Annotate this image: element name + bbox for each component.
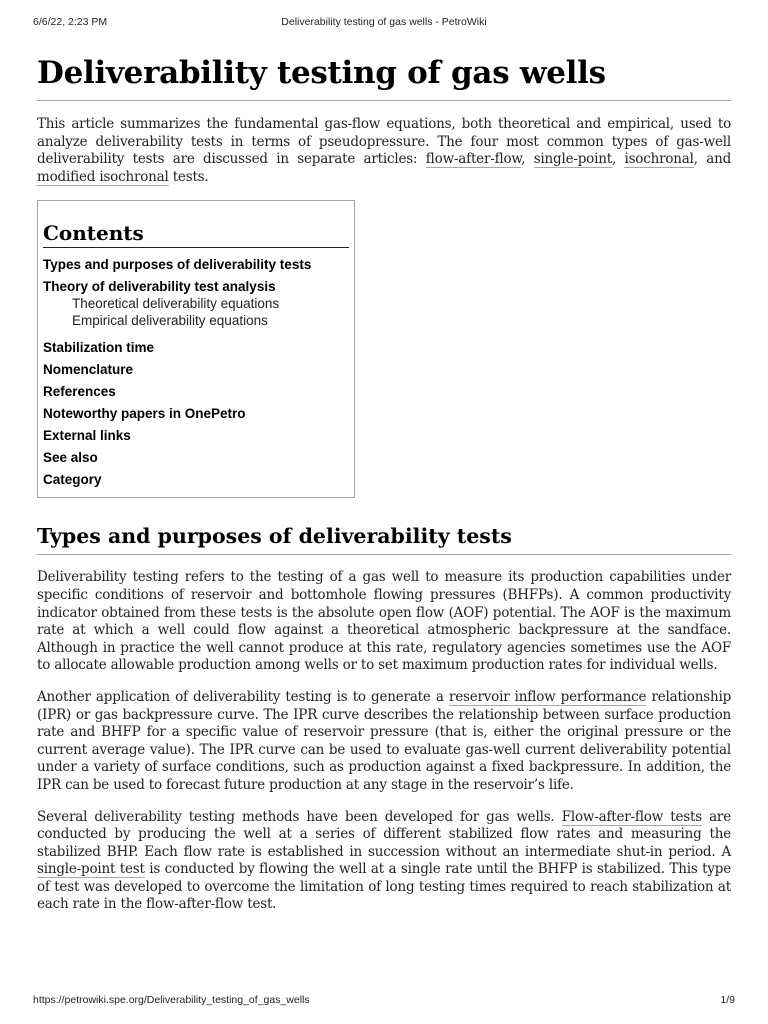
link-single-point[interactable]: single-point [533, 151, 612, 168]
link-modified-isochronal[interactable]: modified isochronal [37, 168, 169, 185]
print-page-number: 1/9 [720, 994, 735, 1006]
section-paragraph-2: Another application of deliverability testing is to generate a reservoir inflow performance relationship (IPR) or gas backpressure curve. The IPR curve describes the relationship between surface production rate and BHFP for a specific value of reservoir pressure (that is, either the original pressure or the current average value). The IPR curve can be used to evaluate gas-well current deliverability potential under a variety of surface conditions, such as production against a fixed backpressure. In addition, the IPR can be used to forecast future production at any stage in the reservoir’s life. [37, 688, 732, 793]
toc-item-external-links[interactable]: External links [43, 428, 131, 444]
print-datetime: 6/6/22, 2:23 PM [33, 16, 108, 28]
table-of-contents [37, 200, 355, 498]
toc-item-see-also[interactable]: See also [43, 450, 98, 466]
link-isochronal[interactable]: isochronal [624, 151, 694, 168]
print-url: https://petrowiki.spe.org/Deliverability_testing_of_gas_wells [33, 994, 310, 1006]
toc-item-nomenclature[interactable]: Nomenclature [43, 362, 134, 378]
section-paragraph-1: Deliverability testing refers to the testing of a gas well to measure its production capabilities under specific conditions of reservoir and bottomhole flowing pressures (BHFPs). A common productivity indicator obtained from these tests is the absolute open flow (AOF) potential. The AOF is the maximum rate at which a well could flow against a theoretical atmospheric backpressure at the sandface. Although in practice the well cannot produce at this rate, regulatory agencies sometimes use the AOF to allocate allowable production among wells or to set maximum production rates for individual wells. [37, 569, 731, 674]
link-reservoir-inflow-performance[interactable]: reservoir inflow performance [448, 688, 647, 705]
toc-subitem-theoretical-equations[interactable]: Theoretical deliverability equations [72, 296, 280, 312]
print-header [33, 16, 735, 28]
toc-item-theory[interactable]: Theory of deliverability test analysis [43, 279, 276, 295]
intro-paragraph: This article summarizes the fundamental gas-flow equations, both theoretical and empirical, used to analyze deliverability tests in terms of pseudopressure. The four most common types of gas-well deliverability tests are discussed in separate articles: flow-after-flow, single-point, isochronal, and modified isochronal tests. [37, 116, 732, 185]
page-title: Deliverability testing of gas wells [37, 50, 731, 101]
link-flow-after-flow[interactable]: flow-after-flow [425, 151, 522, 168]
link-flow-after-flow-tests[interactable]: Flow-after-flow tests [561, 808, 702, 825]
print-footer [33, 994, 735, 1006]
section-paragraph-3: Several deliverability testing methods have been developed for gas wells. Flow-after-flow tests are conducted by producing the well at a series of different stabilized flow rates and measuring the stabilized BHP. Each flow rate is established in succession without an intermediate shut-in period. A single-point test is conducted by flowing the well at a single rate until the BHFP is stabilized. This type of test was developed to overcome the limitation of long testing times required to reach stabilization at each rate in the flow-after-flow test. [37, 808, 731, 913]
toc-item-references[interactable]: References [43, 384, 116, 400]
toc-item-stabilization-time[interactable]: Stabilization time [43, 340, 155, 356]
toc-title: Contents [43, 221, 349, 248]
toc-subitem-empirical-equations[interactable]: Empirical deliverability equations [72, 313, 268, 329]
print-doc-title: Deliverability testing of gas wells - PetroWiki [281, 16, 487, 28]
toc-item-category[interactable]: Category [43, 472, 102, 488]
toc-item-noteworthy-papers[interactable]: Noteworthy papers in OnePetro [43, 406, 246, 422]
article [37, 50, 731, 914]
section-heading-types-purposes: Types and purposes of deliverability tests [37, 524, 731, 555]
link-single-point-test[interactable]: single-point test [37, 861, 145, 878]
toc-item-types-purposes[interactable]: Types and purposes of deliverability tests [43, 257, 312, 273]
